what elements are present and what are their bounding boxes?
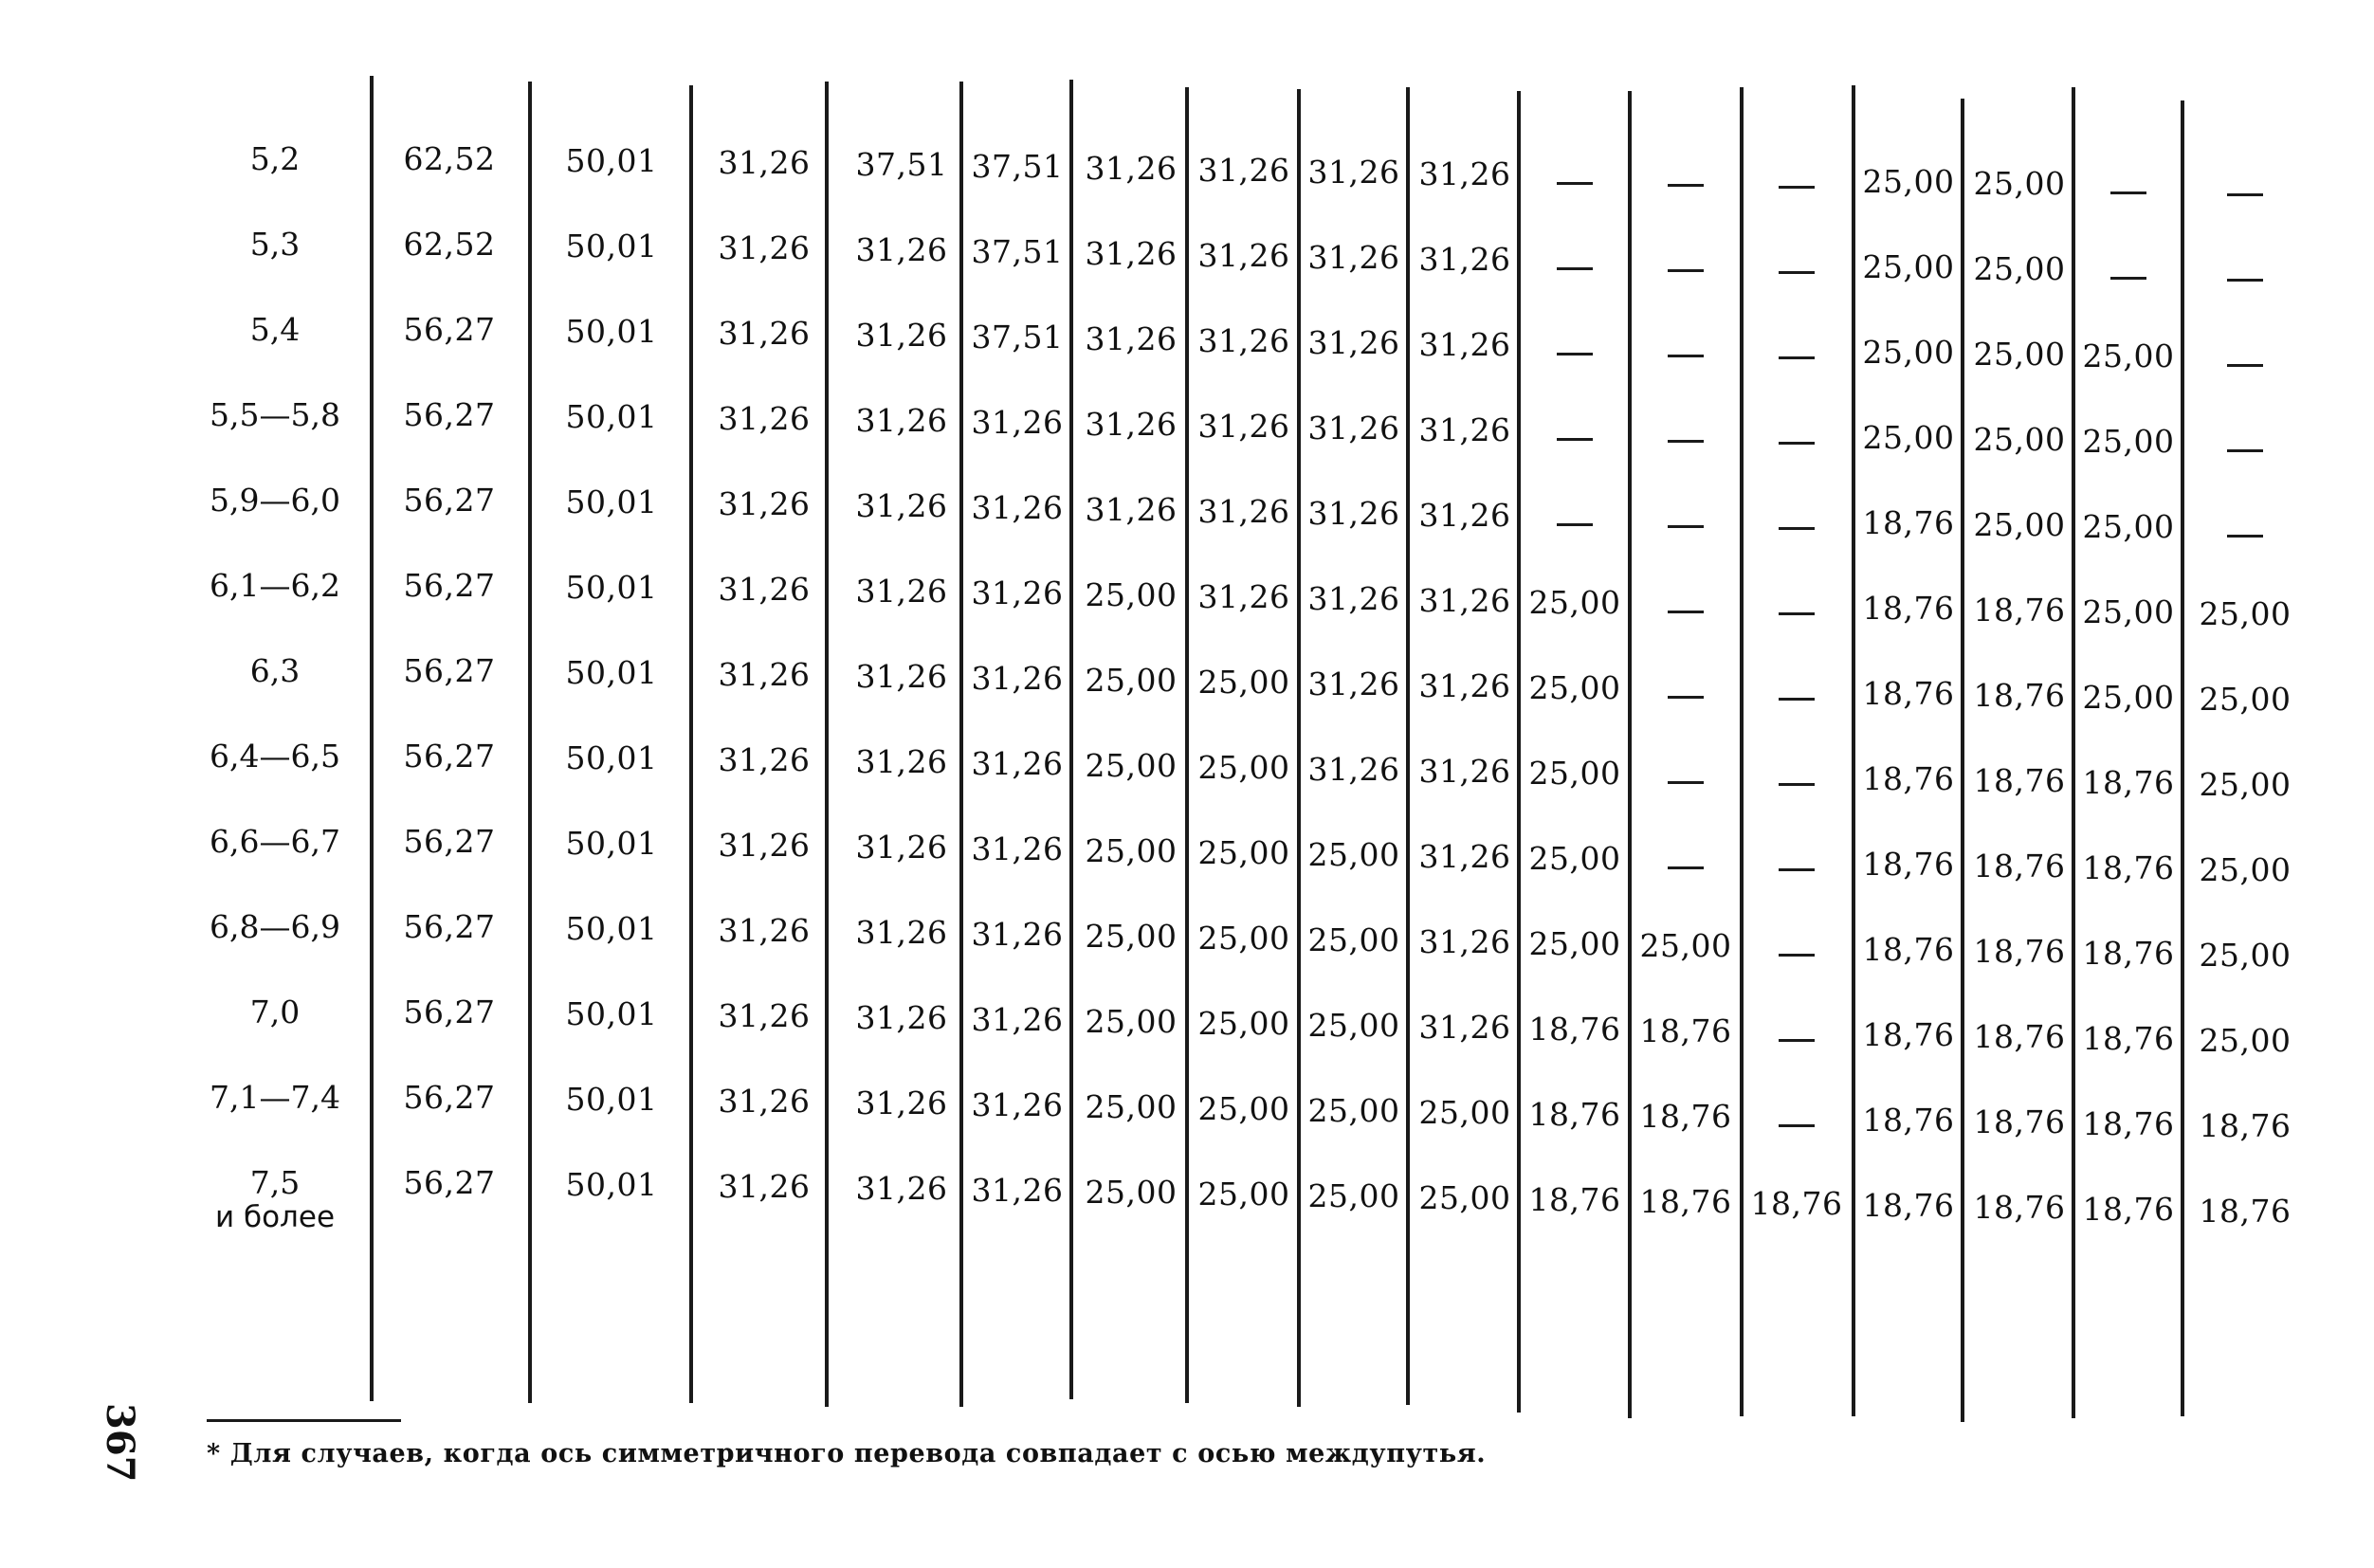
table-cell: 56,27 [403,908,496,945]
table-cell: 31,26 [1418,1009,1511,1046]
table-cell: 50,01 [565,313,658,350]
table-cell: 25,00 [2082,423,2175,460]
table-cell: 56,27 [403,1164,496,1201]
table-cell: 18,76 [2199,1107,2292,1144]
table-cell: 18,76 [2082,935,2175,972]
table-cell: 31,26 [1418,241,1511,278]
table-cell: 18,76 [1862,504,1955,541]
table-cell: 31,26 [1418,667,1511,704]
table-cell: 18,76 [1973,592,2066,629]
empty-cell-dash [1668,355,1704,357]
row-label: 7,1—7,4 [210,1079,340,1116]
table-cell: 25,00 [1862,248,1955,285]
empty-cell-dash [1557,353,1593,356]
table-cell: 31,26 [855,231,948,268]
empty-cell-dash [2227,364,2263,367]
table-cell: 25,00 [2199,937,2292,974]
table-cell: 25,00 [1639,927,1732,964]
table-cell: 56,27 [403,1079,496,1116]
table-cell: 62,52 [403,140,496,177]
table-cell: 25,00 [1973,165,2066,202]
table-cell: 18,76 [1528,1181,1621,1218]
table-cell: 31,26 [971,1172,1064,1209]
column-divider [370,76,374,1401]
column-divider [1517,91,1521,1413]
empty-cell-dash [1668,611,1704,613]
empty-cell-dash [1779,868,1815,871]
table-cell: 56,27 [403,396,496,433]
table-cell: 18,76 [1973,848,2066,884]
table-cell: 50,01 [565,739,658,776]
table-cell: 18,76 [1973,762,2066,799]
table-cell: 31,26 [1085,406,1178,443]
column-divider [1406,87,1410,1405]
table-cell: 25,00 [2199,766,2292,803]
table-cell: 31,26 [1307,495,1400,532]
empty-cell-dash [1779,356,1815,359]
empty-cell-dash [1557,438,1593,441]
table-cell: 56,27 [403,311,496,348]
table-cell: 25,00 [1085,1088,1178,1125]
empty-cell-dash [1779,954,1815,957]
table-cell: 25,00 [1307,836,1400,873]
table-cell: 31,26 [718,1168,811,1205]
table-cell: 31,26 [1085,150,1178,187]
table-cell: 18,76 [1973,1189,2066,1226]
row-label: 7,0 [249,994,301,1030]
column-divider [2181,100,2184,1416]
table-cell: 37,51 [971,148,1064,185]
empty-cell-dash [1557,182,1593,185]
table-cell: 25,00 [1528,584,1621,621]
column-divider [2072,87,2075,1418]
table-cell: 18,76 [1862,1016,1955,1053]
table-cell: 31,26 [1418,411,1511,448]
empty-cell-dash [1668,696,1704,699]
empty-cell-dash [2110,277,2146,280]
table-cell: 18,76 [2199,1193,2292,1230]
table-cell: 31,26 [971,404,1064,441]
table-cell: 18,76 [1639,1183,1732,1220]
table-cell: 50,01 [565,825,658,862]
row-label: 6,4—6,5 [210,738,340,775]
table-cell: 18,76 [1862,590,1955,627]
table-cell: 18,76 [1862,846,1955,883]
table-cell: 25,00 [1862,163,1955,200]
table-cell: 37,51 [971,319,1064,356]
table-cell: 31,26 [1418,155,1511,192]
table-cell: 18,76 [1862,931,1955,968]
table-cell: 50,01 [565,1166,658,1203]
table-cell: 31,26 [718,485,811,522]
empty-cell-dash [1668,269,1704,272]
table-cell: 25,00 [2082,679,2175,716]
table-cell: 18,76 [1750,1185,1843,1222]
table-cell: 31,26 [718,229,811,266]
row-label: 6,8—6,9 [210,908,340,945]
row-label: 5,4 [249,311,301,348]
table-cell: 31,26 [1418,753,1511,790]
table-cell: 50,01 [565,483,658,520]
table-cell: 31,26 [718,571,811,608]
table-cell: 31,26 [971,745,1064,782]
empty-cell-dash [1557,523,1593,526]
column-divider [1185,87,1189,1403]
table-cell: 25,00 [1197,1176,1290,1212]
column-divider [825,82,829,1407]
table-cell: 56,27 [403,738,496,775]
table-cell: 56,27 [403,567,496,604]
table-cell: 25,00 [1528,669,1621,706]
table-cell: 50,01 [565,398,658,435]
table-cell: 31,26 [1418,923,1511,960]
table-cell: 56,27 [403,823,496,860]
table-cell: 31,26 [855,658,948,695]
table-cell: 50,01 [565,1081,658,1118]
empty-cell-dash [1668,781,1704,784]
table-cell: 25,00 [1418,1179,1511,1216]
column-divider [689,85,693,1403]
table-cell: 18,76 [2082,1191,2175,1228]
page-number: 367 [98,1403,142,1483]
table-cell: 25,00 [1528,925,1621,962]
table-cell: 25,00 [1307,1007,1400,1044]
table-cell: 31,26 [1418,838,1511,875]
table-cell: 31,26 [855,914,948,951]
column-divider [1069,80,1073,1399]
table-cell: 25,00 [1973,336,2066,373]
table-cell: 31,26 [1197,408,1290,445]
table-cell: 31,26 [971,830,1064,867]
empty-cell-dash [2227,449,2263,452]
empty-cell-dash [1668,866,1704,869]
table-cell: 25,00 [1085,832,1178,869]
empty-cell-dash [2110,191,2146,194]
table-cell: 31,26 [1307,751,1400,788]
table-cell: 31,26 [718,912,811,949]
table-cell: 25,00 [2199,681,2292,718]
empty-cell-dash [1779,1039,1815,1042]
table-cell: 25,00 [1973,250,2066,287]
table-cell: 25,00 [2082,508,2175,545]
table-cell: 25,00 [1085,662,1178,699]
table-cell: 50,01 [565,995,658,1032]
table-cell: 50,01 [565,910,658,947]
row-label: 5,3 [249,226,301,263]
table-cell: 31,26 [1418,582,1511,619]
table-cell: 25,00 [1197,1005,1290,1042]
table-cell: 25,00 [1085,576,1178,613]
empty-cell-dash [1779,271,1815,274]
table-cell: 50,01 [565,228,658,264]
empty-cell-dash [2227,535,2263,538]
empty-cell-dash [2227,279,2263,282]
table-cell: 50,01 [565,569,658,606]
table-cell: 25,00 [2082,593,2175,630]
table-cell: 31,26 [855,1085,948,1121]
table-cell: 31,26 [1307,410,1400,447]
table-cell: 31,26 [971,1001,1064,1038]
table-cell: 25,00 [1973,421,2066,458]
footnote-text: * Для случаев, когда ось симметричного перевода совпадает с осью междупутья. [207,1439,1487,1468]
table-cell: 31,26 [1085,235,1178,272]
empty-cell-dash [1779,442,1815,445]
table-cell: 37,51 [971,233,1064,270]
table-cell: 25,00 [1418,1094,1511,1131]
table-cell: 31,26 [855,999,948,1036]
table-cell: 25,00 [1085,1003,1178,1040]
table-cell: 31,26 [1197,578,1290,615]
table-cell: 31,26 [718,144,811,181]
table-cell: 31,26 [1197,237,1290,274]
table-cell: 31,26 [855,743,948,780]
row-label: 7,5 и более [214,1164,336,1234]
table-cell: 18,76 [2082,764,2175,801]
table-cell: 18,76 [1862,760,1955,797]
row-label: 5,5—5,8 [210,396,340,433]
row-label: 5,9—6,0 [210,482,340,519]
table-cell: 25,00 [1085,918,1178,955]
table-cell: 31,26 [971,916,1064,953]
table-cell: 50,01 [565,142,658,179]
table-cell: 18,76 [1973,933,2066,970]
column-divider [1628,91,1632,1418]
table-cell: 25,00 [1085,747,1178,784]
table-cell: 31,26 [1085,320,1178,357]
empty-cell-dash [1779,186,1815,189]
empty-cell-dash [1779,527,1815,530]
table-cell: 31,26 [855,317,948,354]
table-cell: 62,52 [403,226,496,263]
empty-cell-dash [1668,440,1704,443]
empty-cell-dash [1668,184,1704,187]
table-cell: 18,76 [2082,1105,2175,1142]
table-cell: 18,76 [1528,1011,1621,1048]
table-cell: 31,26 [1085,491,1178,528]
table-cell: 25,00 [1307,1177,1400,1214]
table-cell: 37,51 [855,146,948,183]
empty-cell-dash [1779,612,1815,615]
table-cell: 31,26 [971,1086,1064,1123]
table-cell: 56,27 [403,652,496,689]
table-cell: 18,76 [1973,1018,2066,1055]
table-cell: 18,76 [1973,1103,2066,1140]
table-cell: 25,00 [1973,506,2066,543]
table-cell: 18,76 [1639,1012,1732,1049]
table-cell: 31,26 [718,827,811,864]
table-cell: 18,76 [1862,675,1955,712]
column-divider [1740,87,1744,1416]
row-label: 6,3 [249,652,301,689]
column-divider [1852,85,1855,1416]
table-cell: 31,26 [718,400,811,437]
table-cell: 31,26 [855,402,948,439]
footnote-rule [207,1419,401,1422]
empty-cell-dash [1779,698,1815,701]
table-cell: 25,00 [1862,334,1955,371]
table-cell: 31,26 [718,997,811,1034]
table-cell: 18,76 [1862,1102,1955,1139]
row-label: 6,6—6,7 [210,823,340,860]
table-cell: 50,01 [565,654,658,691]
table-cell: 25,00 [1862,419,1955,456]
table-cell: 25,00 [1197,920,1290,957]
empty-cell-dash [1779,783,1815,786]
table-cell: 31,26 [718,741,811,778]
row-label: 6,1—6,2 [210,567,340,604]
table-cell: 56,27 [403,482,496,519]
table-cell: 31,26 [718,315,811,352]
table-cell: 31,26 [855,487,948,524]
table-cell: 31,26 [1197,322,1290,359]
column-divider [959,82,963,1407]
table-cell: 25,00 [1307,921,1400,958]
row-label: 5,2 [249,140,301,177]
table-cell: 18,76 [2082,1020,2175,1057]
table-cell: 31,26 [718,1083,811,1120]
table-cell: 25,00 [2082,337,2175,374]
table-cell: 56,27 [403,994,496,1030]
table-cell: 25,00 [1307,1092,1400,1129]
table-cell: 31,26 [718,656,811,693]
column-divider [1961,99,1964,1422]
table-cell: 31,26 [1307,324,1400,361]
table-cell: 31,26 [1197,152,1290,189]
table-cell: 31,26 [1418,326,1511,363]
empty-cell-dash [2227,193,2263,196]
table-cell: 18,76 [1862,1187,1955,1224]
column-divider [528,82,532,1403]
table-cell: 31,26 [855,1170,948,1207]
table-cell: 25,00 [1197,1090,1290,1127]
table-cell: 25,00 [1197,749,1290,786]
table-cell: 25,00 [1528,840,1621,877]
table-cell: 31,26 [1307,154,1400,191]
table-cell: 31,26 [855,829,948,866]
table-cell: 31,26 [1418,497,1511,534]
table-cell: 31,26 [1307,665,1400,702]
table-cell: 25,00 [1085,1174,1178,1211]
table-cell: 31,26 [971,574,1064,611]
table-cell: 31,26 [1307,239,1400,276]
table-cell: 31,26 [855,573,948,610]
table-cell: 18,76 [1639,1098,1732,1135]
table-cell: 31,26 [1197,493,1290,530]
table-cell: 31,26 [1307,580,1400,617]
table-cell: 25,00 [2199,595,2292,632]
table-cell: 18,76 [1528,1096,1621,1133]
table-cell: 31,26 [971,660,1064,697]
table-cell: 25,00 [1528,755,1621,792]
table-cell: 25,00 [2199,851,2292,888]
table-cell: 18,76 [1973,677,2066,714]
table-cell: 25,00 [1197,834,1290,871]
column-divider [1297,89,1301,1407]
table-cell: 25,00 [2199,1022,2292,1059]
table-cell: 31,26 [971,489,1064,526]
empty-cell-dash [1779,1124,1815,1127]
table-cell: 25,00 [1197,664,1290,701]
empty-cell-dash [1557,267,1593,270]
empty-cell-dash [1668,525,1704,528]
table-cell: 18,76 [2082,849,2175,886]
